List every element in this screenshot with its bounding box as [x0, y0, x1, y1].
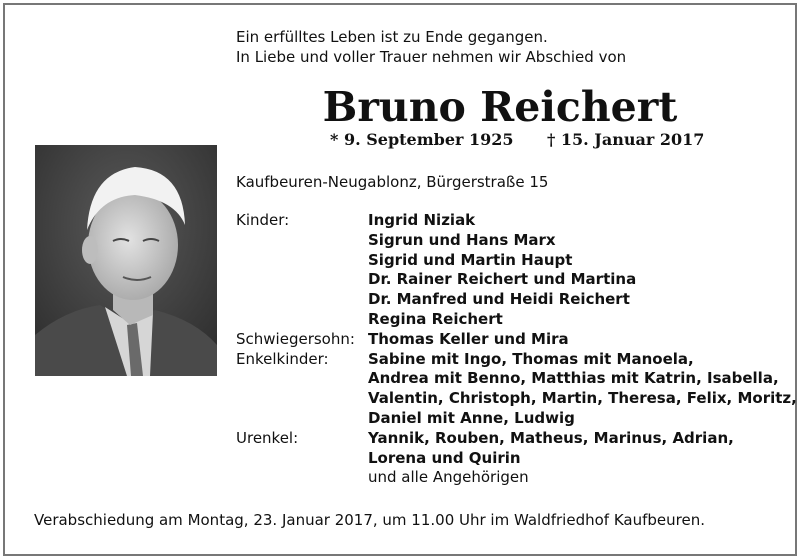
urenkel-row: [236, 429, 797, 488]
kinder-name: Dr. Rainer Reichert und Martina: [368, 270, 637, 289]
intro-line-1: Ein erfülltes Leben ist zu Ende gegangen.: [236, 28, 548, 46]
deceased-name: Bruno Reichert: [322, 83, 678, 131]
enkel-row: [236, 350, 797, 429]
death-date: † 15. Januar 2017: [546, 130, 705, 149]
address: Kaufbeuren-Neugablonz, Bürgerstraße 15: [236, 173, 549, 191]
life-dates: [330, 130, 704, 150]
urenkel-names: [368, 429, 734, 488]
kinder-names: [368, 211, 636, 330]
urenkel-line: Lorena und Quirin: [368, 448, 521, 467]
kinder-name: Dr. Manfred und Heidi Reichert: [368, 290, 630, 309]
intro-line-2: In Liebe und voller Trauer nehmen wir Abschied von: [236, 48, 627, 66]
schwiegersohn-name: Thomas Keller und Mira: [368, 329, 569, 348]
intro-text: [236, 27, 626, 67]
kinder-name: Ingrid Niziak: [368, 211, 476, 229]
enkel-line: Sabine mit Ingo, Thomas mit Manoela,: [368, 349, 694, 368]
kinder-row: [236, 211, 797, 330]
enkel-label: Enkelkinder:: [236, 349, 329, 368]
enkel-line: Valentin, Christoph, Martin, Theresa, Felix, Moritz,: [368, 389, 797, 408]
urenkel-line: Yannik, Rouben, Matheus, Marinus, Adrian,: [368, 428, 734, 447]
enkel-line: Daniel mit Anne, Ludwig: [368, 408, 575, 427]
schwiegersohn-label: Schwiegersohn:: [236, 329, 355, 348]
urenkel-label: Urenkel:: [236, 428, 299, 447]
kinder-name: Regina Reichert: [368, 309, 503, 328]
closing-line: und alle Angehörigen: [368, 468, 529, 487]
enkel-names: [368, 350, 797, 429]
farewell-notice: Verabschiedung am Montag, 23. Januar 2017, um 11.00 Uhr im Waldfriedhof Kaufbeuren.: [34, 511, 705, 529]
kinder-label: Kinder:: [236, 211, 290, 229]
relatives-list: [236, 211, 797, 488]
portrait-photo: [35, 145, 217, 376]
birth-date: * 9. September 1925: [330, 130, 514, 149]
schwiegersohn-row: [236, 330, 797, 350]
kinder-name: Sigrid und Martin Haupt: [368, 250, 573, 269]
kinder-name: Sigrun und Hans Marx: [368, 230, 556, 249]
portrait-illustration: [35, 145, 217, 376]
enkel-line: Andrea mit Benno, Matthias mit Katrin, Isabella,: [368, 369, 779, 388]
